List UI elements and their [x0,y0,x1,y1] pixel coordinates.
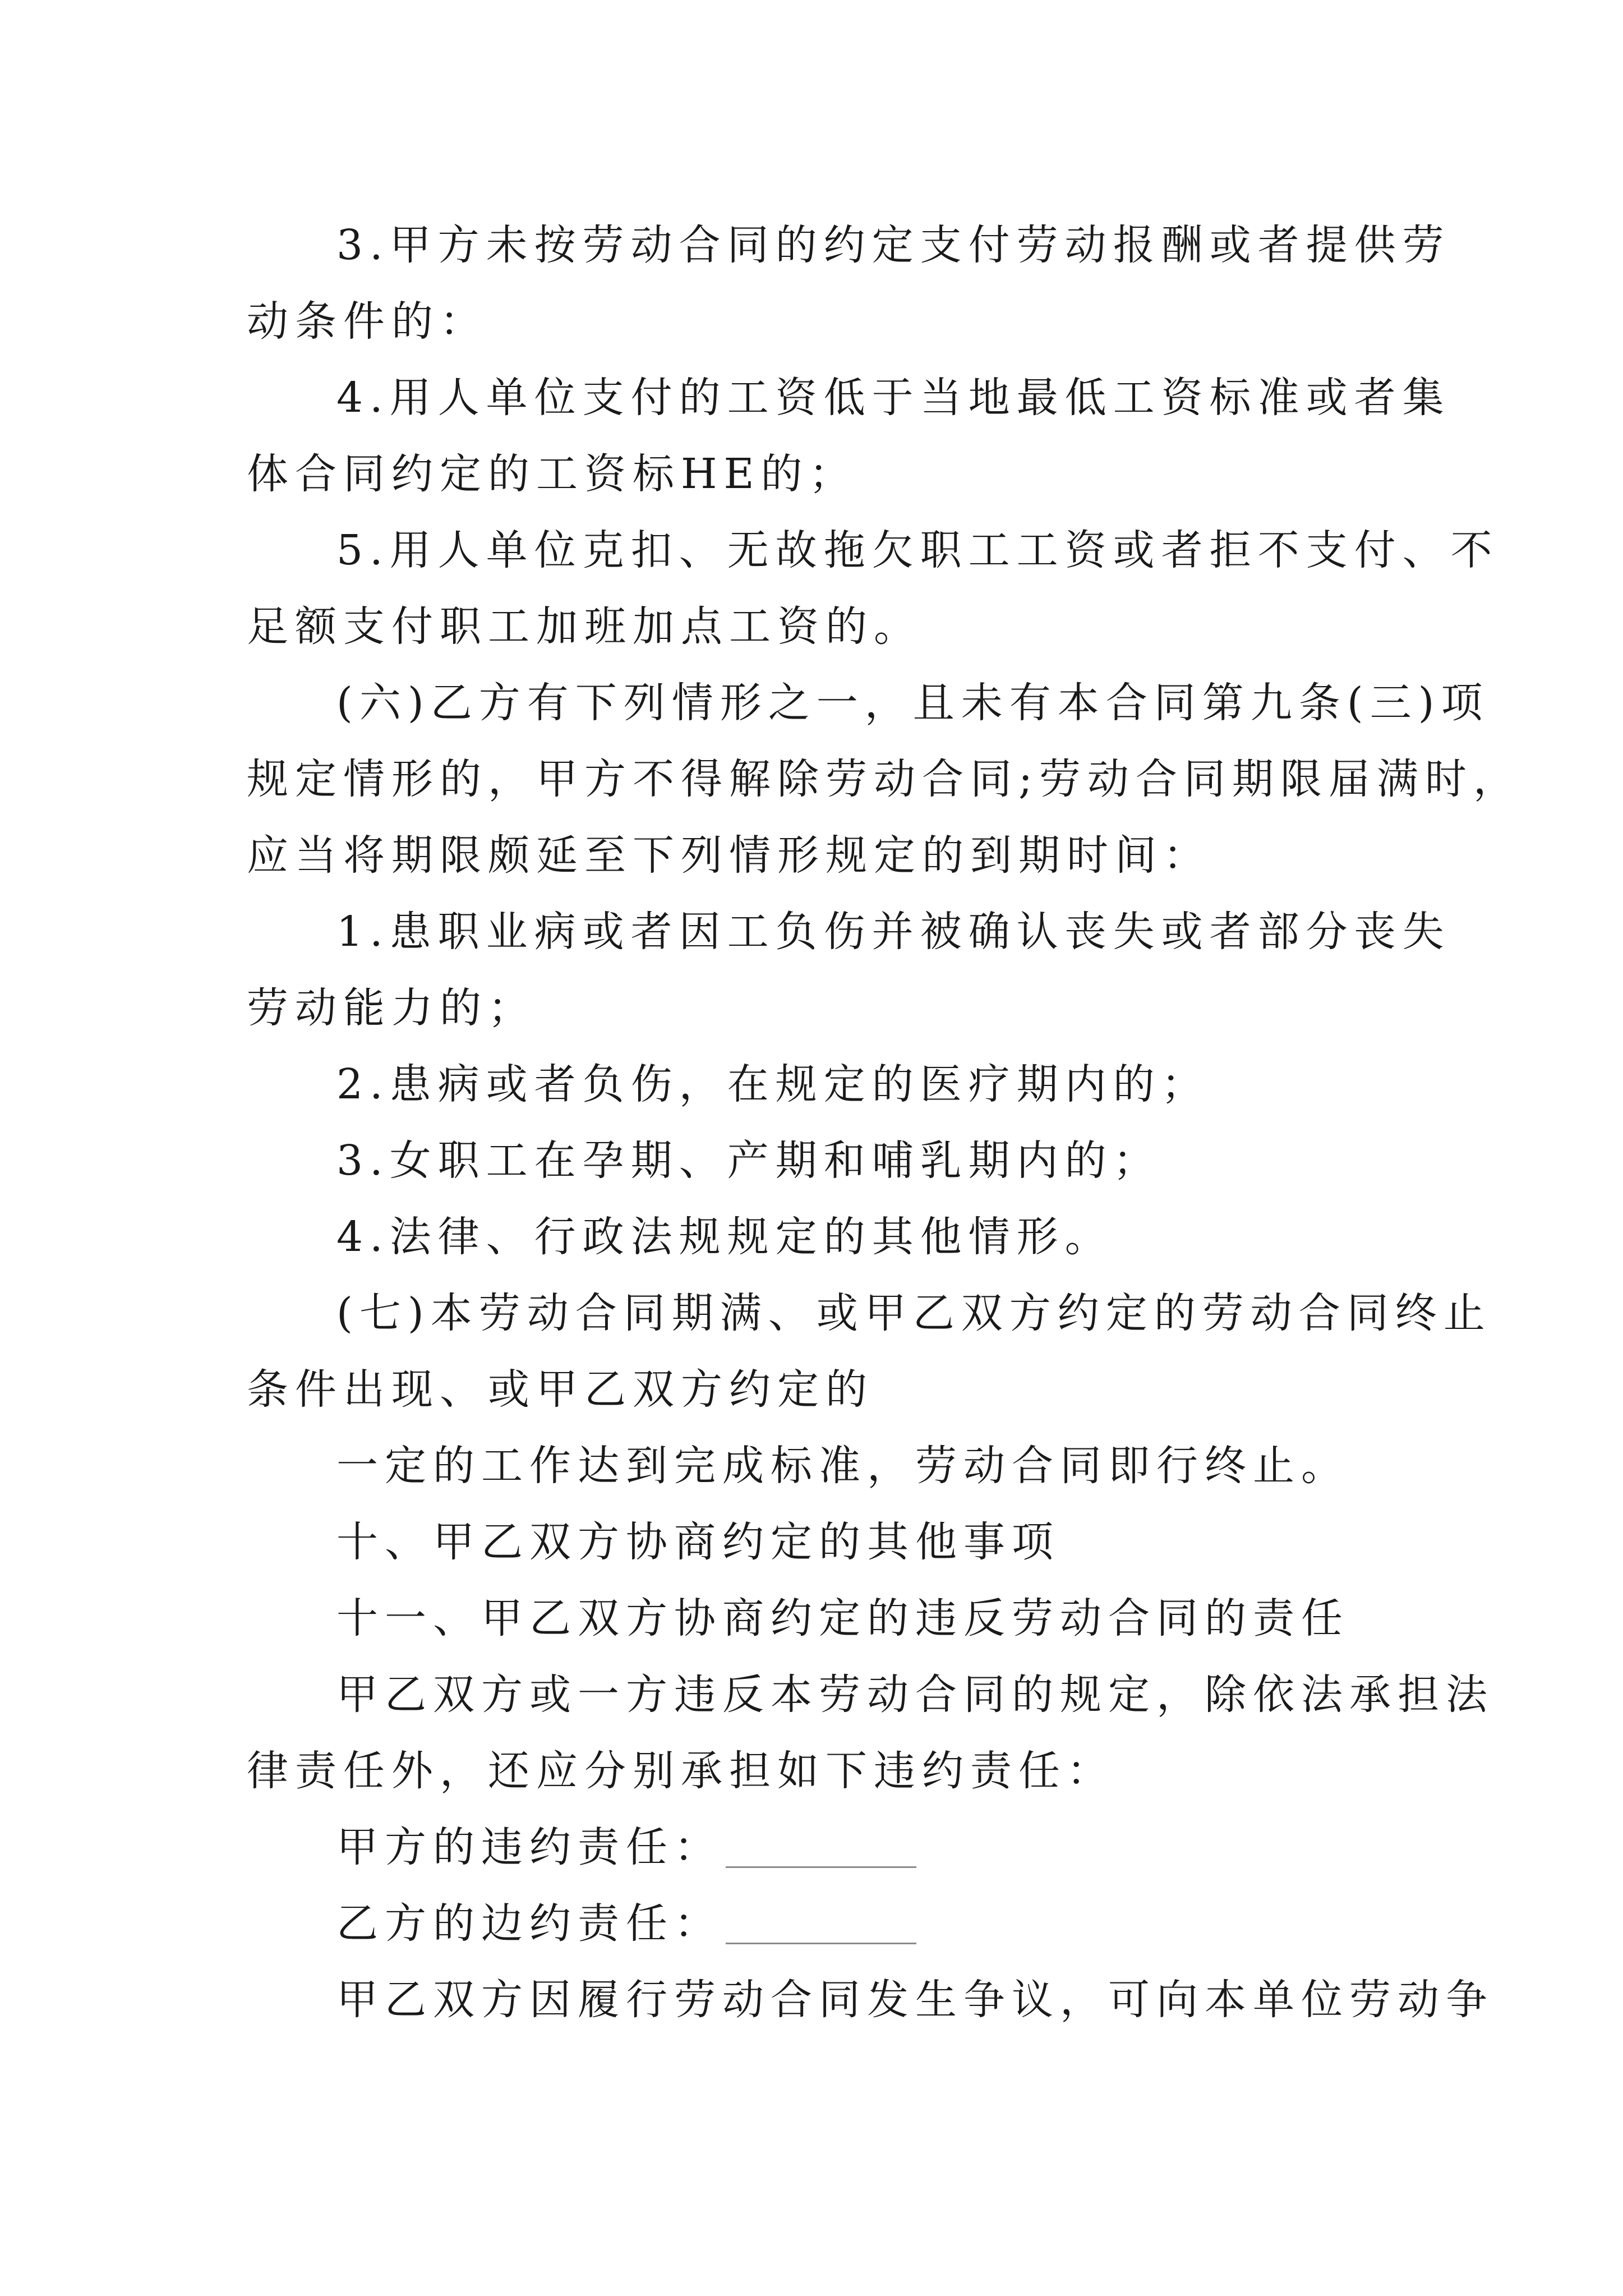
paragraph-line: 3.甲方未按劳动合同的约定支付劳动报酬或者提供劳 [336,221,1451,269]
paragraph-line: 甲乙双方因履行劳动合同发生争议，可向本单位劳动争 [336,1976,1494,2024]
paragraph-line: 体合同约定的工资标HE的； [247,450,857,498]
paragraph-line: 劳动能力的； [247,984,536,1032]
paragraph-line: 应当将期限颇延至下列情形规定的到期时间： [247,831,1211,880]
paragraph-line: 动条件的： [247,297,488,346]
paragraph-line: 条件出现、或甲乙双方约定的 [247,1365,874,1414]
paragraph-line: 规定情形的，甲方不得解除劳动合同;劳动合同期限届满时， [247,755,1521,803]
paragraph-line: 3.女职工在孕期、产期和哺乳期内的； [336,1137,1161,1185]
party-a-liability-row [336,1823,916,1871]
paragraph-line: (六)乙方有下列情形之一，且未有本合同第九条(三)项 [336,679,1490,727]
paragraph-line: 一定的工作达到完成标准，劳动合同即行终止。 [336,1442,1349,1490]
paragraph-line: 甲乙双方或一方违反本劳动合同的规定，除依法承担法 [336,1671,1494,1719]
paragraph-line: 2.患病或者负伤，在规定的医疗期内的； [336,1060,1210,1108]
section-heading: 十、甲乙双方协商约定的其他事项 [336,1518,1060,1566]
party-b-liability-blank[interactable] [726,1906,916,1944]
party-a-liability-label: 甲方的违约责任： [336,1823,722,1871]
paragraph-line: 足额支付职工加班加点工资的。 [247,602,922,651]
paragraph-line: 4.法律、行政法规规定的其他情形。 [336,1213,1113,1261]
paragraph-line: (七)本劳动合同期满、或甲乙双方约定的劳动合同终止 [336,1289,1492,1337]
paragraph-line: 5.用人单位克扣、无故拖欠职工工资或者拒不支付、不 [336,526,1499,574]
section-heading: 十一、甲乙双方协商约定的违反劳动合同的责任 [336,1594,1349,1642]
party-b-liability-row [336,1899,916,1948]
party-a-liability-blank[interactable] [726,1829,916,1868]
paragraph-line: 1.患职业病或者因工负伤并被确认丧失或者部分丧失 [336,908,1451,956]
party-b-liability-label: 乙方的边约责任： [336,1899,722,1948]
paragraph-line: 律责任外，还应分别承担如下违约责任： [247,1747,1115,1795]
paragraph-line: 4.用人单位支付的工资低于当地最低工资标准或者集 [336,374,1451,422]
